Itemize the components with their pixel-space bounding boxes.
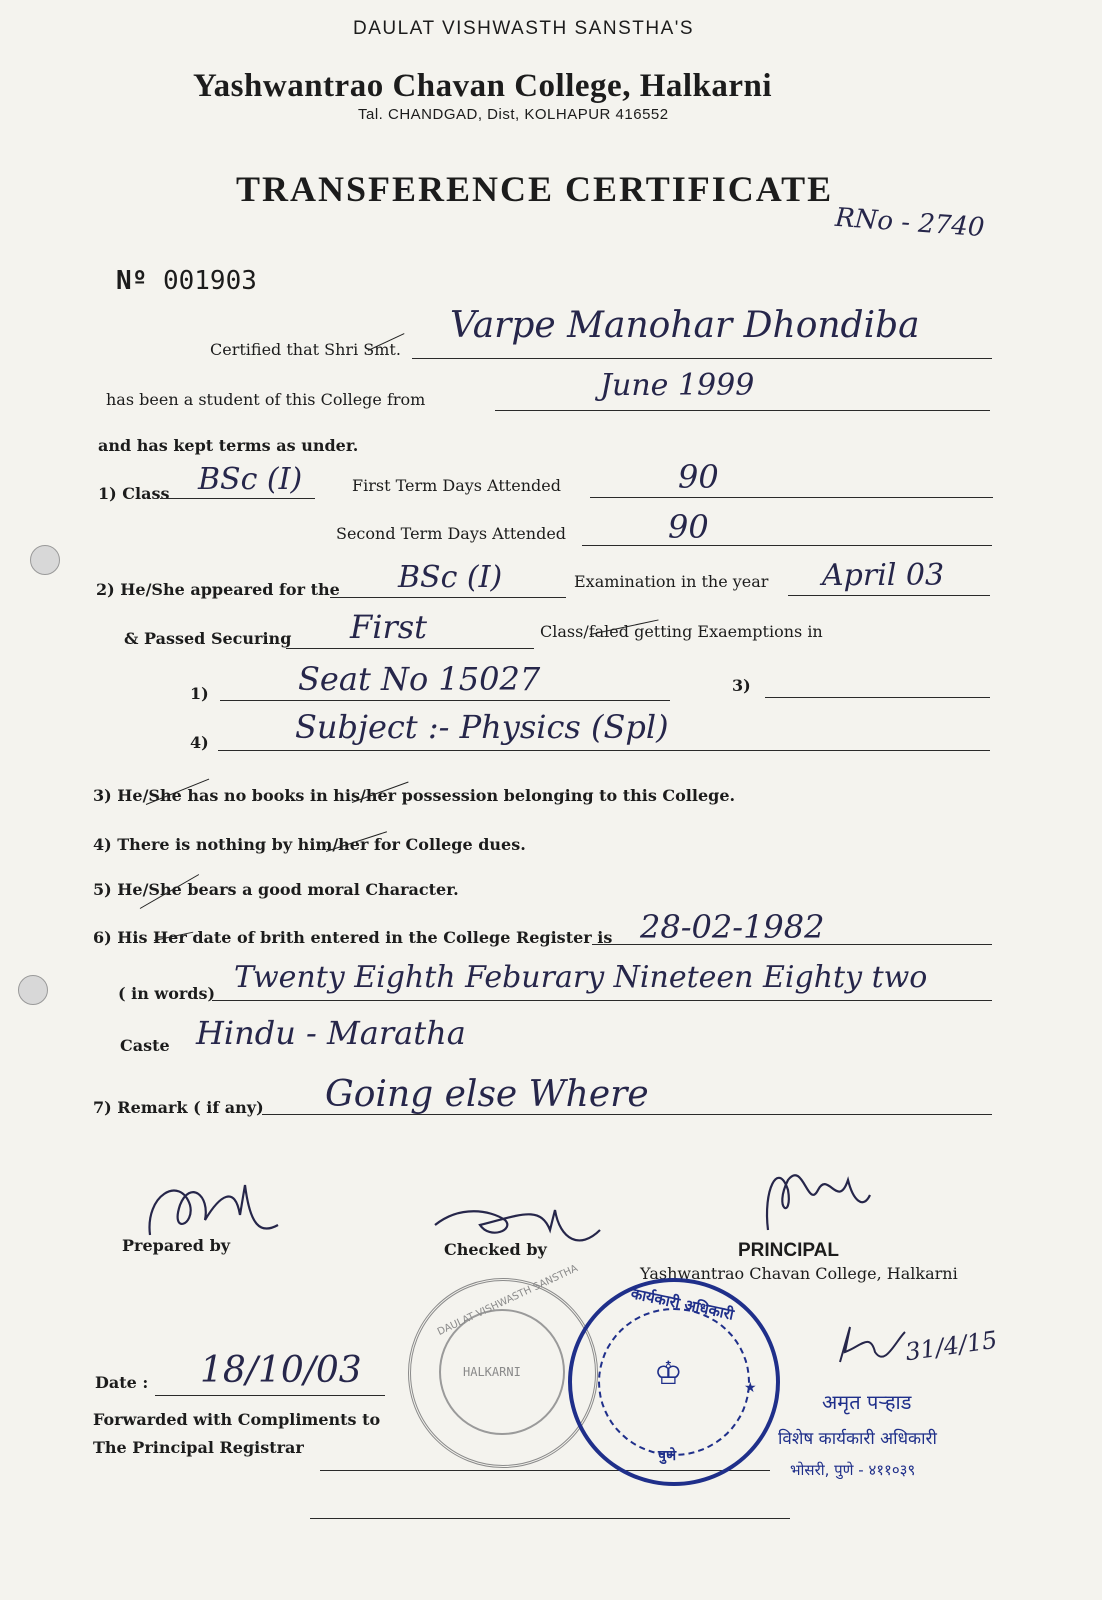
cert-number-row [116,266,257,296]
forwarded-line-1: Forwarded with Compliments to [93,1410,381,1429]
officer-signature [830,1322,910,1372]
student-from: June 1999 [600,368,755,403]
terms-label: and has kept terms as under. [98,436,359,455]
cert-no: 001903 [162,266,257,296]
certificate-title: TRANSFERENCE CERTIFICATE [236,169,834,209]
exemption-4-value: Subject :- Physics (Spl) [295,708,669,746]
emblem-icon: ♔ [654,1354,683,1392]
second-term-label: Second Term Days Attended [336,524,567,543]
officer-place: भोसरी, पुणे - ४११०३९ [790,1461,916,1479]
exam-value: BSc (I) [398,560,503,595]
first-term-value: 90 [678,458,719,496]
passed-value: First [350,608,428,646]
remark-value: Going else Where [325,1074,649,1115]
passed-line [286,648,534,649]
exemption-num-1: 1) [190,684,209,703]
year-line [788,595,990,596]
officer-sign-date: 31/4/15 [903,1325,1000,1367]
star-icon: ★ [744,1380,757,1396]
bottom-line [310,1518,790,1519]
class-exemption-label: Class/faled getting Exaemptions in [540,622,823,641]
item3-text: 3) He/She has no books in his/her possession belonging to this College. [93,786,736,805]
exemption-num-4: 4) [190,733,209,752]
item4-text: 4) There is nothing by him/her for College dues. [93,835,526,854]
item2-label: 2) He/She appeared for the [96,580,340,599]
item5-text: 5) He/She bears a good moral Character. [93,880,459,899]
principal-signature [758,1150,878,1240]
officer-title: विशेष कार्यकारी अधिकारी [778,1429,937,1449]
college-seal-center: HALKARNI [463,1365,521,1379]
exemption-num-3: 3) [732,676,751,695]
passed-label: & Passed Securing [124,629,292,648]
words-line [212,1000,992,1001]
second-term-value: 90 [668,508,709,546]
officer-seal-bottom: पुणे [658,1448,677,1464]
officer-seal-text: कार्यकारी अधिकारी [629,1284,736,1324]
student-from-label: has been a student of this College from [106,390,426,409]
college-name: Yashwantrao Chavan College, Halkarni [193,68,773,104]
punch-hole-bottom [18,975,48,1005]
caste-value: Hindu - Maratha [196,1014,466,1052]
caste-label: Caste [120,1036,170,1055]
student-name: Varpe Manohar Dhondiba [450,305,920,346]
prepared-label: Prepared by [122,1236,231,1255]
from-line [495,410,990,411]
dob-value: 28-02-1982 [640,908,825,946]
college-seal-text: DAULAT VISHWASTH SANSTHA [435,1263,580,1338]
exam-year-value: April 03 [822,558,945,593]
exam-line [330,597,566,598]
dob-words: Twenty Eighth Feburary Nineteen Eighty two [234,960,928,995]
principal-label: PRINCIPAL [738,1240,839,1261]
officer-name: अमृत पऱ्हाड [822,1390,912,1414]
name-line [412,358,992,359]
college-address: Tal. CHANDGAD, Dist, KOLHAPUR 416552 [358,106,669,123]
forwarded-line-2: The Principal Registrar [93,1438,304,1457]
principal-college: Yashwantrao Chavan College, Halkarni [640,1264,958,1283]
item1-label: 1) Class [98,484,170,503]
exemption-line-1 [220,700,670,701]
exemption-1-value: Seat No 15027 [298,660,541,698]
date-label: Date : [95,1373,149,1392]
date-line [155,1395,385,1396]
first-term-label: First Term Days Attended [352,476,561,495]
first-term-line [590,497,993,498]
officer-seal [568,1278,780,1486]
second-term-line [582,545,992,546]
class-line [160,498,315,499]
punch-hole-top [30,545,60,575]
trust-name: DAULAT VISHWASTH SANSTHA'S [353,18,695,39]
reg-no-handwritten: RNo - 2740 [834,202,986,244]
words-label: ( in words) [118,984,216,1003]
certified-label: Certified that Shri Smt. [210,340,401,359]
exam-year-label: Examination in the year [574,572,769,591]
item6-label: 6) His Her date of brith entered in the College Register is [93,928,613,947]
checked-label: Checked by [444,1240,547,1259]
item7-label: 7) Remark ( if any) [93,1098,264,1117]
date-value: 18/10/03 [200,1350,362,1391]
cert-no-label: Nº [116,266,148,296]
exemption-line-3 [765,697,990,698]
class-value: BSc (I) [198,462,303,497]
exemption-line-4 [218,750,990,751]
